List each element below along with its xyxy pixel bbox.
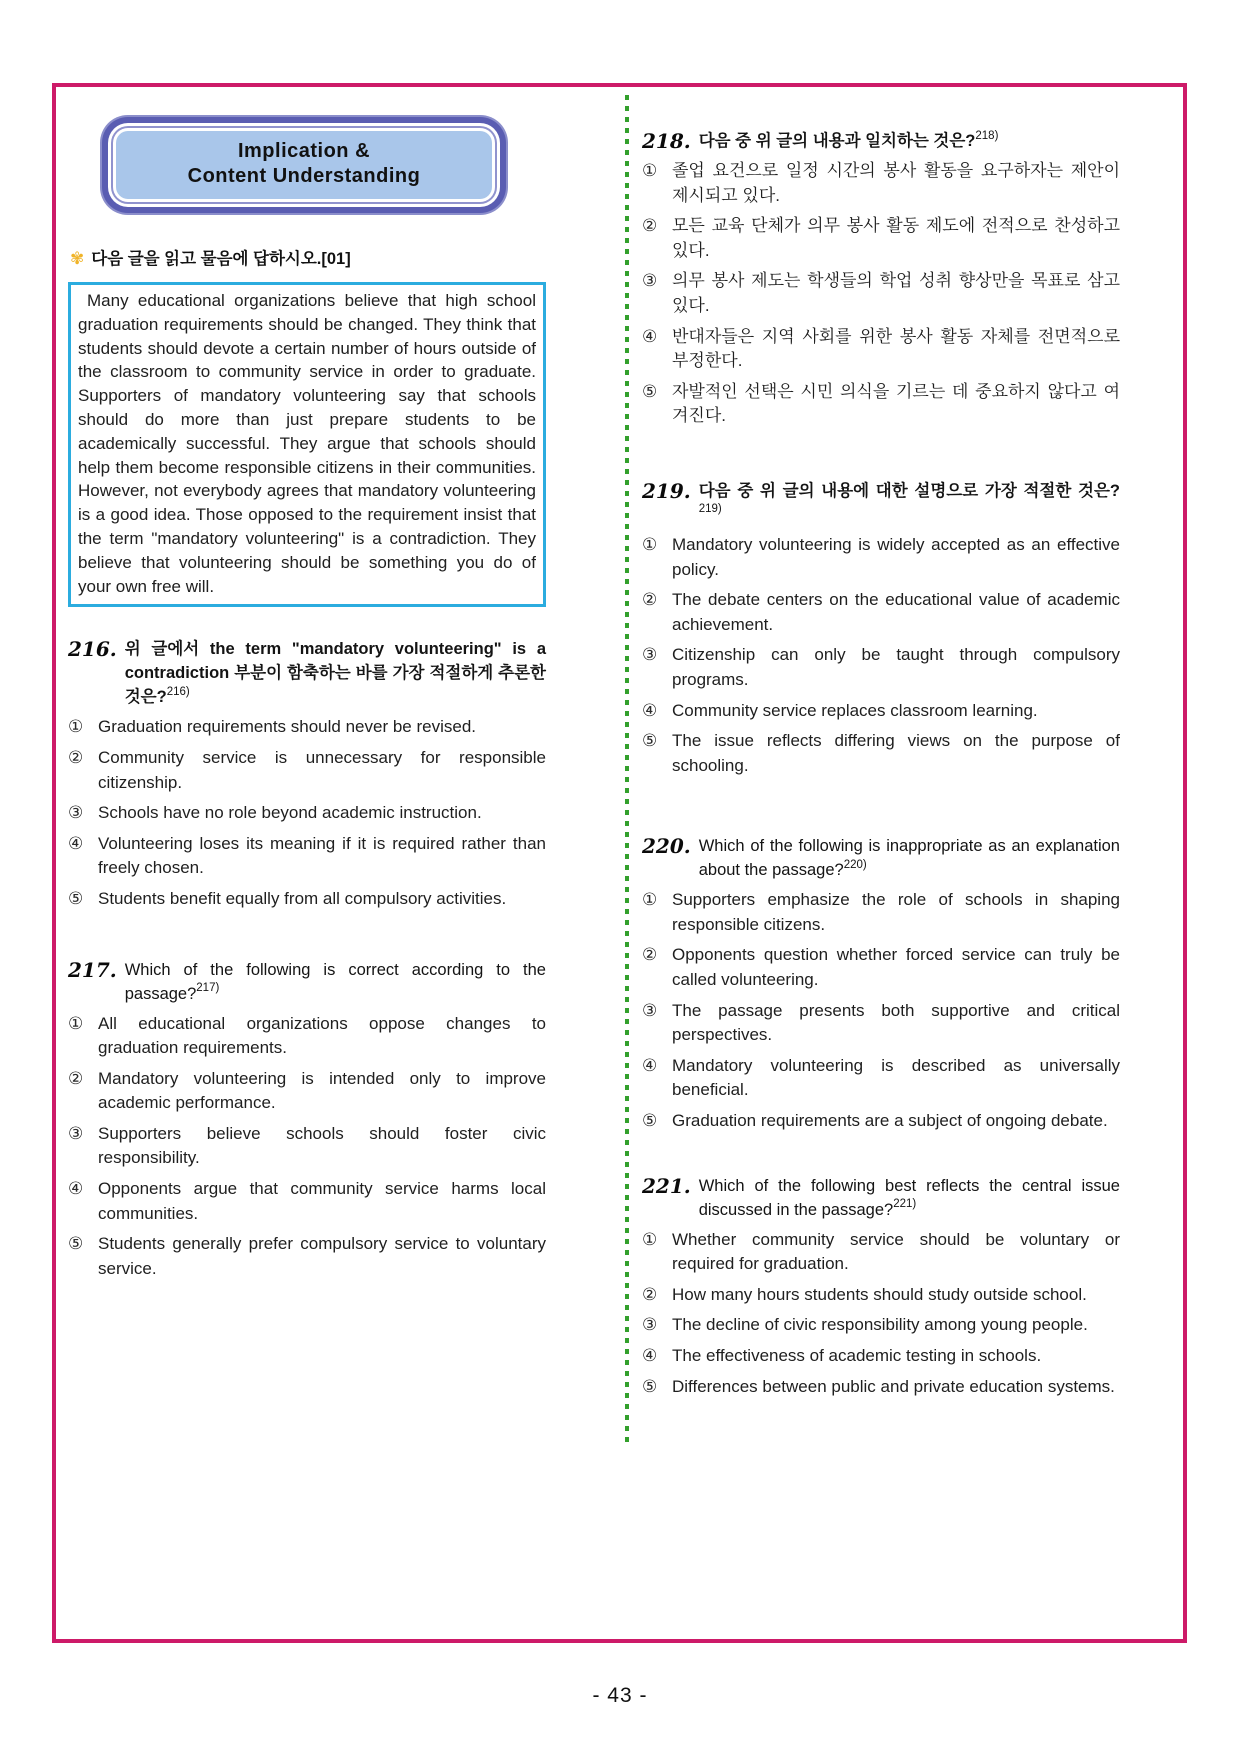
question-prompt-text: Which of the following best reflects the central issue discussed in the passage? <box>698 1176 1120 1219</box>
option-text: Supporters emphasize the role of schools in shaping responsible citizens. <box>672 890 1120 934</box>
option-text: Mandatory volunteering is described as universally beneficial. <box>672 1055 1120 1100</box>
question-footnote: 216) <box>166 685 190 698</box>
option-marker: ⑤ <box>68 888 84 908</box>
section-badge-title-line2: Content Understanding <box>187 165 421 187</box>
answer-option <box>68 1177 546 1226</box>
option-text: 모든 교육 단체가 의무 봉사 활동 제도에 전적으로 찬성하고 있다. <box>672 216 1120 260</box>
option-text: Graduation requirements should never be revised. <box>98 717 476 737</box>
option-marker: ⑤ <box>68 1234 84 1254</box>
option-text: The issue reflects differing views on the purpose of schooling. <box>672 731 1120 775</box>
option-marker: ⑤ <box>642 731 658 751</box>
answer-option <box>642 1283 1120 1308</box>
answer-option <box>642 325 1120 374</box>
answer-option <box>642 1375 1120 1400</box>
answer-option <box>68 1122 546 1171</box>
question-number: 221. <box>642 1173 691 1198</box>
question-number: 220. <box>642 834 691 859</box>
option-marker: ③ <box>68 1123 84 1143</box>
question-number: 216. <box>68 637 117 662</box>
option-marker: ① <box>642 1229 658 1249</box>
option-text: Mandatory volunteering is widely accepted as an effective policy. <box>672 534 1120 579</box>
section-badge-title-line1: Implication & <box>237 140 371 162</box>
option-marker: ④ <box>642 1055 658 1075</box>
option-marker: ② <box>68 1068 84 1088</box>
answer-option <box>642 999 1120 1048</box>
option-text: Mandatory volunteering is intended only to improve academic performance. <box>98 1068 546 1113</box>
question-footnote: 218) <box>975 129 999 142</box>
option-marker: ② <box>642 945 658 965</box>
option-marker: ⑤ <box>642 381 658 401</box>
option-marker: ④ <box>68 833 84 853</box>
question-number: 218. <box>642 129 691 153</box>
page-number: - 43 - <box>592 1684 648 1707</box>
answer-option <box>68 887 546 912</box>
question-footnote: 221) <box>893 1198 917 1211</box>
answer-option <box>68 1012 546 1061</box>
question-217-head <box>68 958 546 1006</box>
option-marker: ③ <box>642 1000 658 1020</box>
question-prompt-text: Which of the following is inappropriate as an explanation about the passage? <box>698 837 1120 880</box>
option-text: 의무 봉사 제도는 학생들의 학업 성취 향상만을 목표로 삼고 있다. <box>672 271 1120 315</box>
answer-option <box>642 159 1120 208</box>
option-marker: ① <box>642 890 658 910</box>
option-text: Whether community service should be voluntary or required for graduation. <box>672 1229 1120 1274</box>
right-column <box>642 87 1120 1399</box>
question-prompt <box>125 637 546 709</box>
answer-option <box>642 588 1120 637</box>
answer-option <box>642 1228 1120 1277</box>
option-text: Opponents argue that community service harms local communities. <box>98 1179 546 1223</box>
answer-option <box>642 699 1120 724</box>
answer-option <box>642 1344 1120 1369</box>
answer-option <box>642 1054 1120 1103</box>
question-prompt-text: 위 글에서 the term "mandatory volunteering" is a contradiction 부분이 함축하는 바를 가장 적절하게 추론한 것은? <box>124 640 546 707</box>
option-marker: ① <box>642 534 658 554</box>
option-text: Citizenship can only be taught through compulsory programs. <box>672 645 1120 689</box>
answer-option <box>68 1232 546 1281</box>
option-marker: ④ <box>642 700 658 720</box>
question-217 <box>68 958 546 1282</box>
option-text: Graduation requirements are a subject of ongoing debate. <box>672 1111 1108 1131</box>
answer-option <box>642 269 1120 318</box>
question-prompt-text: 다음 중 위 글의 내용에 대한 설명으로 가장 적절한 것은? <box>698 481 1120 500</box>
option-marker: ① <box>68 717 84 737</box>
passage-text: Many educational organizations believe that high school graduation requirements should be changed. They think that students should devote a certain number of hours outside of the classroom to community service in order to graduate. Supporters of mandatory volunteering say that schools should do more than just prepare students to be academically successful. They argue that schools should help them become responsible citizens in their communities. However, not everybody agrees that mandatory volunteering is a good idea. Those opposed to the requirement insist that the term "mandatory volunteering" is a contradiction. They believe that volunteering should be something you do of your own free will. <box>78 291 536 596</box>
instruction-text: 다음 글을 읽고 물음에 답하시오.[01] <box>91 250 351 268</box>
option-text: Supporters believe schools should foster civic responsibility. <box>98 1123 546 1168</box>
question-216 <box>68 637 546 911</box>
question-219-head <box>642 479 1120 527</box>
question-number: 219. <box>642 478 691 503</box>
question-220-head <box>642 834 1120 882</box>
option-text: The passage presents both supportive and critical perspectives. <box>672 1000 1120 1045</box>
page-border-frame <box>52 83 1187 1643</box>
question-prompt <box>125 958 546 1006</box>
question-prompt <box>699 479 1120 527</box>
answer-option <box>68 801 546 826</box>
option-text: Differences between public and private education systems. <box>672 1376 1115 1396</box>
option-text: Community service is unnecessary for responsible citizenship. <box>98 747 546 792</box>
answer-option <box>642 729 1120 778</box>
option-text: Opponents question whether forced service can truly be called volunteering. <box>672 945 1120 990</box>
answer-option <box>642 214 1120 263</box>
option-text: 자발적인 선택은 시민 의식을 기르는 데 중요하지 않다고 여겨진다. <box>672 381 1120 426</box>
question-prompt <box>699 129 1120 153</box>
option-text: How many hours students should study outside school. <box>672 1284 1087 1304</box>
answer-option <box>642 888 1120 937</box>
option-marker: ② <box>642 216 658 236</box>
question-218 <box>642 129 1120 429</box>
answer-option <box>68 1067 546 1116</box>
option-text: The debate centers on the educational value of academic achievement. <box>672 590 1120 634</box>
option-text: The decline of civic responsibility among young people. <box>672 1315 1088 1335</box>
instruction-line <box>70 245 546 269</box>
option-marker: ③ <box>642 645 658 665</box>
option-marker: ② <box>642 1284 658 1304</box>
option-text: 반대자들은 지역 사회를 위한 봉사 활동 자체를 전면적으로 부정한다. <box>672 326 1120 371</box>
option-marker: ① <box>68 1013 84 1033</box>
answer-option <box>642 643 1120 692</box>
option-marker: ④ <box>642 326 658 346</box>
flower-icon: ✾ <box>70 249 85 268</box>
column-divider <box>625 95 629 1447</box>
answer-option <box>642 380 1120 429</box>
question-216-head <box>68 637 546 709</box>
option-marker: ⑤ <box>642 1376 658 1396</box>
question-prompt <box>699 1174 1120 1222</box>
question-prompt-text: 다음 중 위 글의 내용과 일치하는 것은? <box>698 132 976 150</box>
answer-option <box>642 943 1120 992</box>
answer-option <box>642 1313 1120 1338</box>
option-marker: ④ <box>68 1179 84 1199</box>
option-text: Students generally prefer compulsory service to voluntary service. <box>98 1234 546 1278</box>
option-text: All educational organizations oppose changes to graduation requirements. <box>98 1013 546 1058</box>
option-text: Community service replaces classroom learning. <box>672 700 1038 720</box>
option-text: The effectiveness of academic testing in schools. <box>672 1346 1042 1365</box>
option-text: 졸업 요건으로 일정 시간의 봉사 활동을 요구하자는 제안이 제시되고 있다. <box>672 161 1120 205</box>
option-text: Volunteering loses its meaning if it is required rather than freely chosen. <box>98 833 546 878</box>
answer-option <box>68 715 546 740</box>
option-marker: ③ <box>68 803 84 823</box>
question-219 <box>642 479 1120 778</box>
question-footnote: 219) <box>698 503 722 516</box>
question-221-head <box>642 1174 1120 1222</box>
option-text: Students benefit equally from all compulsory activities. <box>98 888 507 908</box>
question-218-head <box>642 129 1120 153</box>
answer-option <box>68 832 546 881</box>
question-footnote: 217) <box>196 982 220 995</box>
passage-box <box>68 282 546 607</box>
question-number: 217. <box>68 957 117 982</box>
option-marker: ② <box>642 590 658 610</box>
option-marker: ① <box>642 161 658 180</box>
question-footnote: 220) <box>843 858 867 871</box>
option-marker: ③ <box>642 1315 658 1335</box>
left-column <box>68 87 546 1281</box>
option-marker: ④ <box>642 1346 658 1365</box>
section-badge <box>116 131 492 199</box>
question-prompt-text: Which of the following is correct according to the passage? <box>124 960 546 1003</box>
answer-option <box>642 1109 1120 1134</box>
option-marker: ② <box>68 747 84 767</box>
question-221 <box>642 1174 1120 1400</box>
question-prompt <box>699 834 1120 882</box>
answer-option <box>68 746 546 795</box>
question-220 <box>642 834 1120 1133</box>
option-marker: ③ <box>642 271 658 291</box>
answer-option <box>642 533 1120 582</box>
option-marker: ⑤ <box>642 1111 658 1131</box>
option-text: Schools have no role beyond academic instruction. <box>98 803 482 823</box>
